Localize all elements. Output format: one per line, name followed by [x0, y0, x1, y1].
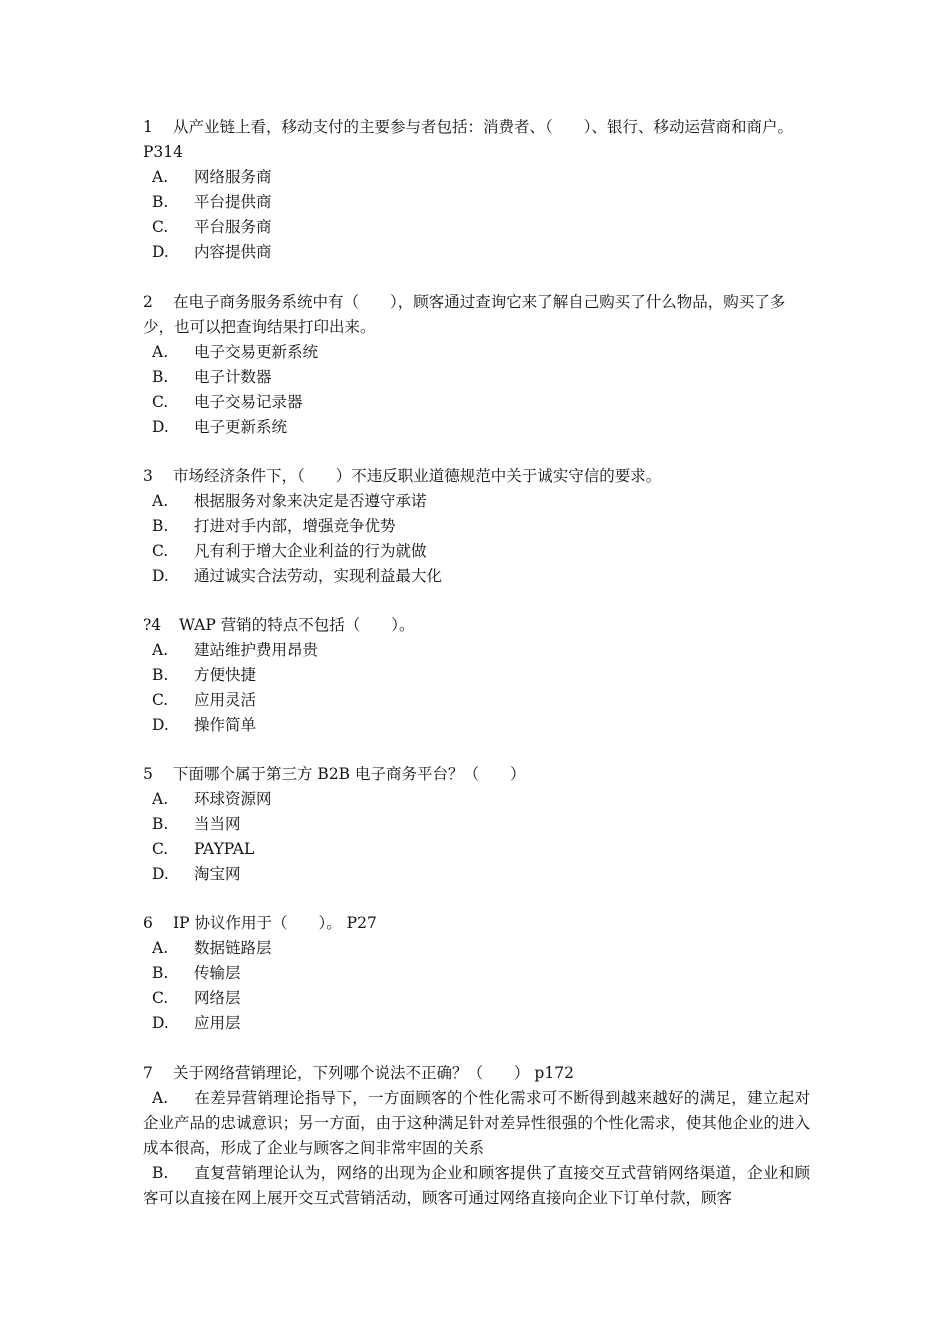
option-c: C. 应用灵活 — [152, 691, 257, 709]
question-stem — [143, 464, 810, 489]
option-c: C. PAYPAL — [152, 840, 255, 858]
option-c: C. 电子交易记录器 — [152, 393, 303, 411]
question-5 — [143, 762, 810, 887]
question-text: 关于网络营销理论，下列哪个说法不正确？（ ） p172 — [173, 1064, 574, 1082]
option-c: C. 网络层 — [152, 989, 241, 1007]
question-stem — [143, 115, 810, 165]
option-d: D. 电子更新系统 — [152, 418, 288, 436]
question-3 — [143, 464, 810, 589]
question-number: 3 — [143, 467, 153, 485]
question-stem — [143, 762, 810, 787]
option-b: B. 方便快捷 — [152, 666, 257, 684]
question-number: 6 — [143, 914, 153, 932]
question-text: 在电子商务服务系统中有（ ），顾客通过查询它来了解自己购买了什么物品，购买了多少，也可以把查询结果打印出来。 — [143, 293, 786, 336]
question-number: 7 — [143, 1064, 153, 1082]
option-c: C. 凡有利于增大企业利益的行为就做 — [152, 542, 427, 560]
option-a: A. 数据链路层 — [152, 939, 272, 957]
option-b: B. 当当网 — [152, 815, 241, 833]
option-a: A. 电子交易更新系统 — [152, 343, 319, 361]
option-c: C. 平台服务商 — [152, 218, 272, 236]
question-number: 1 — [143, 118, 153, 136]
question-number: ?4 — [143, 616, 162, 634]
question-stem — [143, 1061, 810, 1086]
option-b: B. 传输层 — [152, 964, 241, 982]
option-a: A. 在差异营销理论指导下，一方面顾客的个性化需求可不断得到越来越好的满足，建立起对企业产品的忠诚意识；另一方面，由于这种满足针对差异性很强的个性化需求，使其他企业的进入成本很高，形成了企业与顾客之间非常牢固的关系 — [143, 1089, 810, 1157]
question-text: 从产业链上看，移动支付的主要参与者包括：消费者、（ ）、银行、移动运营商和商户。 P314 — [143, 118, 794, 161]
option-d: D. 通过诚实合法劳动，实现利益最大化 — [152, 567, 443, 585]
option-d: D. 内容提供商 — [152, 243, 272, 261]
question-4 — [143, 613, 810, 738]
question-6 — [143, 911, 810, 1036]
question-stem — [143, 613, 810, 638]
option-b: B. 电子计数器 — [152, 368, 272, 386]
question-text: 市场经济条件下，（ ）不违反职业道德规范中关于诚实守信的要求。 — [173, 467, 662, 485]
question-text: WAP 营销的特点不包括（ ）。 — [179, 616, 415, 634]
option-d: D. 操作简单 — [152, 716, 257, 734]
question-number: 5 — [143, 765, 153, 783]
option-d: D. 淘宝网 — [152, 865, 241, 883]
question-1 — [143, 115, 810, 265]
option-d: D. 应用层 — [152, 1014, 241, 1032]
question-text: IP 协议作用于（ ）。 P27 — [173, 914, 377, 932]
question-2 — [143, 290, 810, 440]
option-a: A. 环球资源网 — [152, 790, 272, 808]
option-a: A. 建站维护费用昂贵 — [152, 641, 319, 659]
question-number: 2 — [143, 293, 153, 311]
option-a: A. 网络服务商 — [152, 168, 272, 186]
option-b: B. 打进对手内部，增强竞争优势 — [152, 517, 396, 535]
question-text: 下面哪个属于第三方 B2B 电子商务平台？（ ） — [173, 765, 526, 783]
question-stem — [143, 911, 810, 936]
option-b: B. 直复营销理论认为，网络的出现为企业和顾客提供了直接交互式营销网络渠道，企业和顾客可以直接在网上展开交互式营销活动，顾客可通过网络直接向企业下订单付款，顾客 — [143, 1164, 810, 1207]
question-stem — [143, 290, 810, 340]
option-a: A. 根据服务对象来决定是否遵守承诺 — [152, 492, 427, 510]
option-b: B. 平台提供商 — [152, 193, 272, 211]
question-7 — [143, 1061, 810, 1211]
